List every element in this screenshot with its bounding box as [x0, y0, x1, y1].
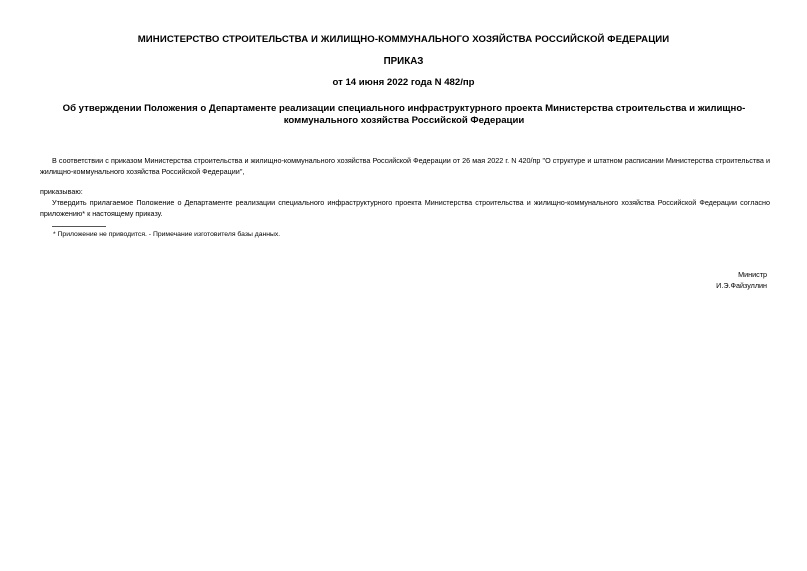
- order-date: от 14 июня 2022 года N 482/пр: [332, 77, 475, 88]
- signature-name: И.Э.Файзуллин: [716, 281, 767, 290]
- order-subject: Об утверждении Положения о Департаменте реализации специального инфраструктурного проекта Министерства строительства и жилищно-коммунального хозяйства Российской Федерации: [62, 103, 746, 126]
- order-clause: Утвердить прилагаемое Положение о Департаменте реализации специального инфраструктурного проекта Министерства строительства и жилищно-коммунального хозяйства Российской Федерации согласно приложению* к настоящему приказу.: [40, 198, 770, 218]
- ministry-heading: МИНИСТЕРСТВО СТРОИТЕЛЬСТВА И ЖИЛИЩНО-КОММУНАЛЬНОГО ХОЗЯЙСТВА РОССИЙСКОЙ ФЕДЕРАЦИИ: [137, 34, 670, 45]
- signature-title: Министр: [738, 270, 767, 279]
- order-verb: приказываю:: [40, 187, 83, 196]
- footnote-divider: [52, 226, 106, 227]
- preamble-paragraph: В соответствии с приказом Министерства строительства и жилищно-коммунального хозяйства Российской Федерации от 26 мая 2022 г. N 420/пр "О структуре и штатном расписании Министерства строительства и жилищно-коммунального хозяйства Российской Федерации",: [40, 156, 770, 176]
- order-title: ПРИКАЗ: [383, 56, 424, 67]
- footnote: * Приложение не приводится. - Примечание изготовителя базы данных.: [53, 231, 281, 238]
